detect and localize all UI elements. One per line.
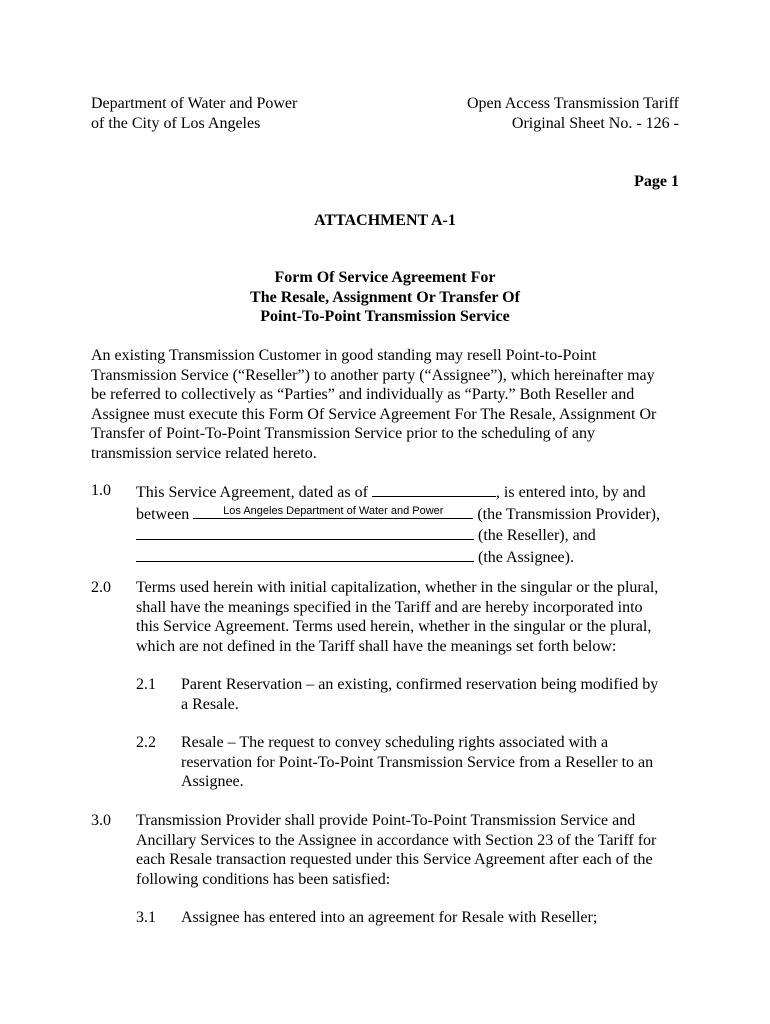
section-1-text: (the Reseller), and — [474, 527, 596, 544]
header-left — [91, 94, 297, 133]
section-line: Assignee has entered into an agreement for Resale with Reseller; — [181, 909, 598, 926]
intro-paragraph — [91, 346, 681, 463]
section-1-text: between — [136, 505, 194, 523]
intro-line: An existing Transmission Customer in good standing may resell Point-to-Point — [91, 347, 597, 364]
reseller-field[interactable] — [136, 524, 474, 540]
section-line: this Service Agreement. Terms used herein, whether in the singular or the plural, — [136, 618, 652, 635]
header-left-line-2: of the City of Los Angeles — [91, 114, 261, 132]
date-field[interactable] — [372, 481, 496, 497]
section-line: which are not defined in the Tariff shall have the meanings set forth below: — [136, 637, 617, 655]
section-body — [181, 733, 653, 792]
transmission-provider-field[interactable] — [193, 503, 473, 519]
header-right — [467, 94, 679, 133]
section-3 — [91, 811, 681, 891]
section-number: 1.0 — [91, 482, 111, 499]
section-1-line-4 — [136, 546, 660, 568]
intro-line: transmission service related hereto. — [91, 444, 317, 462]
header-left-line-1: Department of Water and Power — [91, 95, 298, 112]
section-2 — [91, 578, 681, 658]
section-line: a Resale. — [181, 695, 239, 713]
transmission-provider-value: Los Angeles Department of Water and Power — [223, 504, 444, 517]
section-number: 2.1 — [136, 676, 156, 693]
section-number: 2.0 — [91, 579, 111, 596]
form-title — [0, 268, 770, 327]
section-number: 2.2 — [136, 734, 156, 751]
section-line: following conditions has been satisfied: — [136, 870, 391, 888]
section-1-line-3 — [136, 524, 660, 546]
section-1-text: (the Assignee). — [474, 548, 574, 566]
section-line: reservation for Point-To-Point Transmission Service from a Reseller to an — [181, 753, 654, 771]
intro-line: Assignee must execute this Form Of Service Agreement For The Resale, Assignment Or — [91, 405, 657, 423]
section-1-line-1 — [136, 481, 660, 503]
section-line: shall have the meanings specified in the Tariff and are hereby incorporated into — [136, 598, 643, 616]
section-line: Resale – The request to convey scheduling rights associated with a — [181, 734, 609, 751]
attachment-title: ATTACHMENT A-1 — [314, 212, 456, 229]
section-line: Ancillary Services to the Assignee in accordance with Section 23 of the Tariff for — [136, 831, 657, 849]
section-line: Parent Reservation – an existing, confirmed reservation being modified by — [181, 676, 659, 693]
section-body — [136, 578, 658, 656]
section-1 — [91, 481, 681, 566]
form-title-line-1: Form Of Service Agreement For — [274, 269, 496, 286]
section-1-line-2 — [136, 503, 660, 525]
section-body — [136, 481, 660, 567]
section-1-text: , is entered into, by and — [495, 484, 646, 501]
section-line: each Resale transaction requested under this Service Agreement after each of the — [136, 851, 653, 868]
header-right-line-1: Open Access Transmission Tariff — [466, 95, 679, 112]
section-line: Transmission Provider shall provide Point-To-Point Transmission Service and — [136, 812, 636, 829]
section-1-text: This Service Agreement, dated as of — [136, 484, 372, 501]
form-title-line-2: The Resale, Assignment Or Transfer Of — [250, 288, 520, 306]
section-3-1 — [136, 908, 681, 928]
section-1-text: (the Transmission Provider), — [473, 505, 660, 523]
section-number: 3.1 — [136, 909, 156, 926]
intro-line: Transmission Service (“Reseller”) to another party (“Assignee”), which hereinafter may — [91, 366, 655, 384]
section-2-2 — [136, 733, 681, 793]
intro-line: Transfer of Point-To-Point Transmission Service prior to the scheduling of any — [91, 425, 596, 442]
section-line: Terms used herein with initial capitalization, whether in the singular or the plural, — [136, 579, 659, 596]
section-line: Assignee. — [181, 773, 244, 790]
section-number: 3.0 — [91, 812, 111, 829]
header-right-line-2: Original Sheet No. - 126 - — [511, 114, 679, 132]
section-2-1 — [136, 675, 681, 715]
section-body — [136, 811, 656, 889]
assignee-field[interactable] — [136, 546, 474, 562]
form-title-line-3: Point-To-Point Transmission Service — [260, 308, 510, 325]
section-body — [181, 908, 597, 928]
page-number: Page 1 — [634, 173, 679, 190]
intro-line: be referred to collectively as “Parties” and individually as “Party.” Both Reseller and — [91, 386, 635, 403]
section-body — [181, 675, 658, 714]
